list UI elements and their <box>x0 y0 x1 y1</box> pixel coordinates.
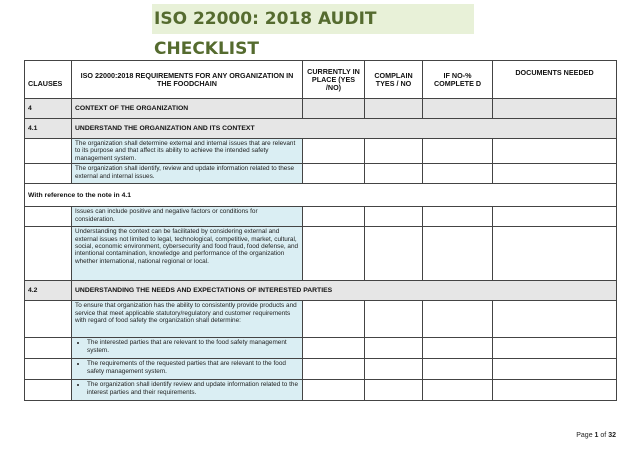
percent-complete-cell[interactable] <box>423 227 493 281</box>
page-number: 1 <box>594 432 599 439</box>
currently-in-place-cell[interactable] <box>303 227 365 281</box>
currently-in-place-cell[interactable] <box>303 359 365 380</box>
clause-number: 4.2 <box>25 281 72 301</box>
clause-number: 4.1 <box>25 119 72 139</box>
percent-complete-cell[interactable] <box>423 207 493 227</box>
complaints-cell[interactable] <box>365 207 423 227</box>
complaints-cell[interactable] <box>365 164 423 184</box>
note-heading: With reference to the note in 4.1 <box>25 184 617 207</box>
header-clauses: CLAUSES <box>25 61 72 99</box>
documents-needed-cell[interactable] <box>493 227 617 281</box>
requirement-text: The organization shall identify, review and update information related to these external and internal issues. <box>72 164 303 184</box>
requirement-text: To ensure that organization has the ability to consistently provide products and service that meet applicable statutory/regulatory and customer requirements with regard of food safety the organization shall determine: <box>72 301 303 338</box>
clause-number: 4 <box>25 99 72 119</box>
currently-in-place-cell[interactable] <box>303 338 365 359</box>
table-row <box>25 380 617 401</box>
complaints-cell[interactable] <box>365 227 423 281</box>
note-row <box>25 184 617 207</box>
requirement-text: Issues can include positive and negative factors or conditions for consideration. <box>72 207 303 227</box>
header-documents-needed: DOCUMENTS NEEDED <box>493 61 617 99</box>
title-banner <box>152 4 474 59</box>
complaints-cell[interactable] <box>365 139 423 164</box>
section-row-4 <box>25 99 617 119</box>
header-complaints: COMPLAIN TYES / NO <box>365 61 423 99</box>
audit-checklist-table <box>24 60 617 401</box>
header-if-no: IF NO-% COMPLETE D <box>423 61 493 99</box>
section-row-4-1 <box>25 119 617 139</box>
table-row <box>25 227 617 281</box>
section-title: CONTEXT OF THE ORGANIZATION <box>72 99 303 119</box>
header-row <box>25 61 617 99</box>
currently-in-place-cell[interactable] <box>303 139 365 164</box>
requirement-text: The organization shall determine external and internal issues that are relevant to its purpose and that affect its ability to achieve the intended safety management system. <box>72 139 303 164</box>
percent-complete-cell[interactable] <box>423 359 493 380</box>
table-row <box>25 338 617 359</box>
bullet-item: • The interested parties that are relevant to the food safety management system. <box>87 339 299 354</box>
percent-complete-cell[interactable] <box>423 380 493 401</box>
section-title: UNDERSTAND THE ORGANIZATION AND ITS CONTEXT <box>72 119 617 139</box>
currently-in-place-cell[interactable] <box>303 164 365 184</box>
currently-in-place-cell[interactable] <box>303 301 365 338</box>
documents-needed-cell[interactable] <box>493 338 617 359</box>
section-title: UNDERSTANDING THE NEEDS AND EXPECTATIONS OF INTERESTED PARTIES <box>72 281 617 301</box>
table-row <box>25 359 617 380</box>
table-row <box>25 164 617 184</box>
documents-needed-cell[interactable] <box>493 301 617 338</box>
currently-in-place-cell[interactable] <box>303 380 365 401</box>
document-title: ISO 22000: 2018 AUDIT CHECKLIST <box>154 9 377 59</box>
table-row <box>25 139 617 164</box>
currently-in-place-cell[interactable] <box>303 207 365 227</box>
page-of-label: of <box>600 432 607 439</box>
complaints-cell[interactable] <box>365 359 423 380</box>
percent-complete-cell[interactable] <box>423 139 493 164</box>
documents-needed-cell[interactable] <box>493 164 617 184</box>
percent-complete-cell[interactable] <box>423 164 493 184</box>
bullet-item: • The organization shall identify review and update information related to the interest parties and their requirements. <box>87 381 299 396</box>
bullet-item: • The requirements of the requested parties that are relevant to the food safety management system. <box>87 360 299 375</box>
documents-needed-cell[interactable] <box>493 207 617 227</box>
page-label: Page <box>576 432 593 439</box>
requirement-text: Understanding the context can be facilitated by considering external and external issues not limited to legal, technological, competitive, market, cultural, social, economic environment, cybersecurity and food fraud, food defense, and intentional contamination, knowledge and performance of the organization whether international, national regional or local. <box>72 227 303 281</box>
complaints-cell[interactable] <box>365 338 423 359</box>
table-row <box>25 301 617 338</box>
table-row <box>25 207 617 227</box>
documents-needed-cell[interactable] <box>493 359 617 380</box>
header-requirements: ISO 22000:2018 REQUIREMENTS FOR ANY ORGANIZATION IN THE FOODCHAIN <box>72 61 303 99</box>
section-row-4-2 <box>25 281 617 301</box>
complaints-cell[interactable] <box>365 380 423 401</box>
page-total: 32 <box>608 432 616 439</box>
documents-needed-cell[interactable] <box>493 380 617 401</box>
header-currently-in-place: CURRENTLY IN PLACE (YES /NO) <box>303 61 365 99</box>
page-footer <box>576 432 616 439</box>
documents-needed-cell[interactable] <box>493 139 617 164</box>
percent-complete-cell[interactable] <box>423 338 493 359</box>
complaints-cell[interactable] <box>365 301 423 338</box>
percent-complete-cell[interactable] <box>423 301 493 338</box>
